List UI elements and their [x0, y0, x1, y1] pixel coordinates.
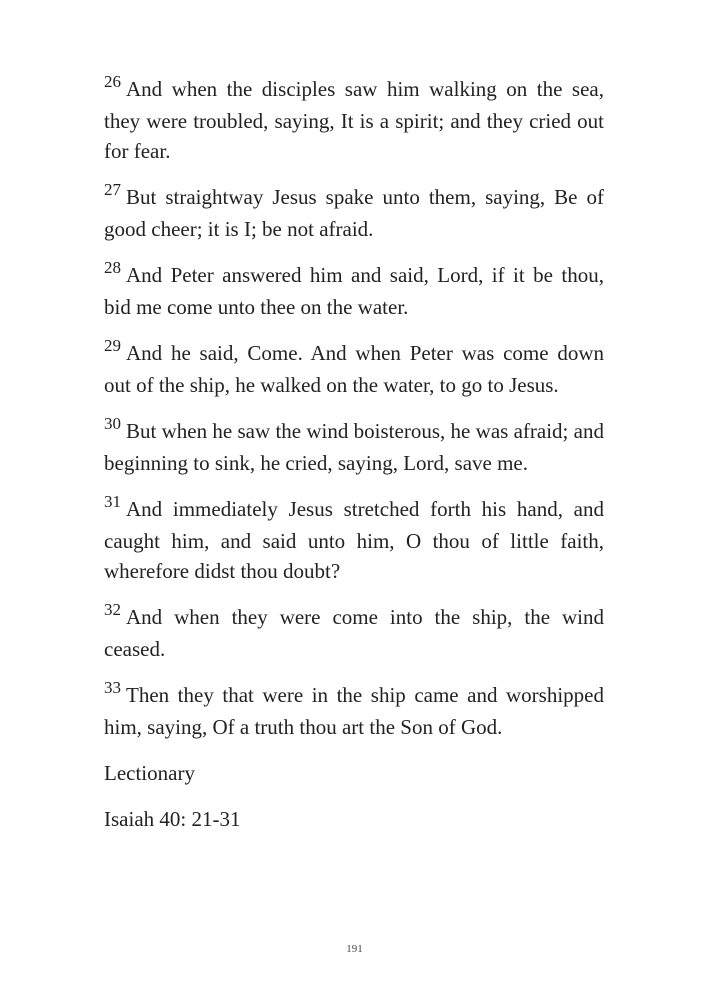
verse-number: 29: [104, 336, 121, 355]
verse-27: [104, 182, 604, 244]
verse-text: Then they that were in the ship came and worshipped him, saying, Of a truth thou art the Son of God.: [104, 683, 604, 739]
verse-29: [104, 338, 604, 400]
verse-number: 27: [104, 180, 121, 199]
verse-text: And he said, Come. And when Peter was come down out of the ship, he walked on the water, to go to Jesus.: [104, 341, 604, 397]
page-body: [104, 74, 604, 850]
verse-text: And immediately Jesus stretched forth his hand, and caught him, and said unto him, O thou of little faith, wherefore didst thou doubt?: [104, 497, 604, 583]
section-heading: Lectionary: [104, 761, 195, 785]
verse-text: But straightway Jesus spake unto them, saying, Be of good cheer; it is I; be not afraid.: [104, 185, 604, 241]
verse-text: But when he saw the wind boisterous, he was afraid; and beginning to sink, he cried, saying, Lord, save me.: [104, 419, 604, 475]
page-number: 191: [346, 943, 363, 955]
verse-number: 30: [104, 414, 121, 433]
verse-number: 26: [104, 72, 121, 91]
verse-number: 32: [104, 600, 121, 619]
verse-number: 28: [104, 258, 121, 277]
verse-33: [104, 680, 604, 742]
reading-reference: Isaiah 40: 21-31: [104, 807, 241, 831]
verse-28: [104, 260, 604, 322]
verse-31: [104, 494, 604, 586]
verse-number: 31: [104, 492, 121, 511]
verse-number: 33: [104, 678, 121, 697]
verse-text: And when the disciples saw him walking on the sea, they were troubled, saying, It is a spirit; and they cried out for fear.: [104, 77, 604, 163]
verse-text: And when they were come into the ship, the wind ceased.: [104, 605, 604, 661]
verse-text: And Peter answered him and said, Lord, if it be thou, bid me come unto thee on the water.: [104, 263, 604, 319]
verse-30: [104, 416, 604, 478]
verse-26: [104, 74, 604, 166]
verse-32: [104, 602, 604, 664]
